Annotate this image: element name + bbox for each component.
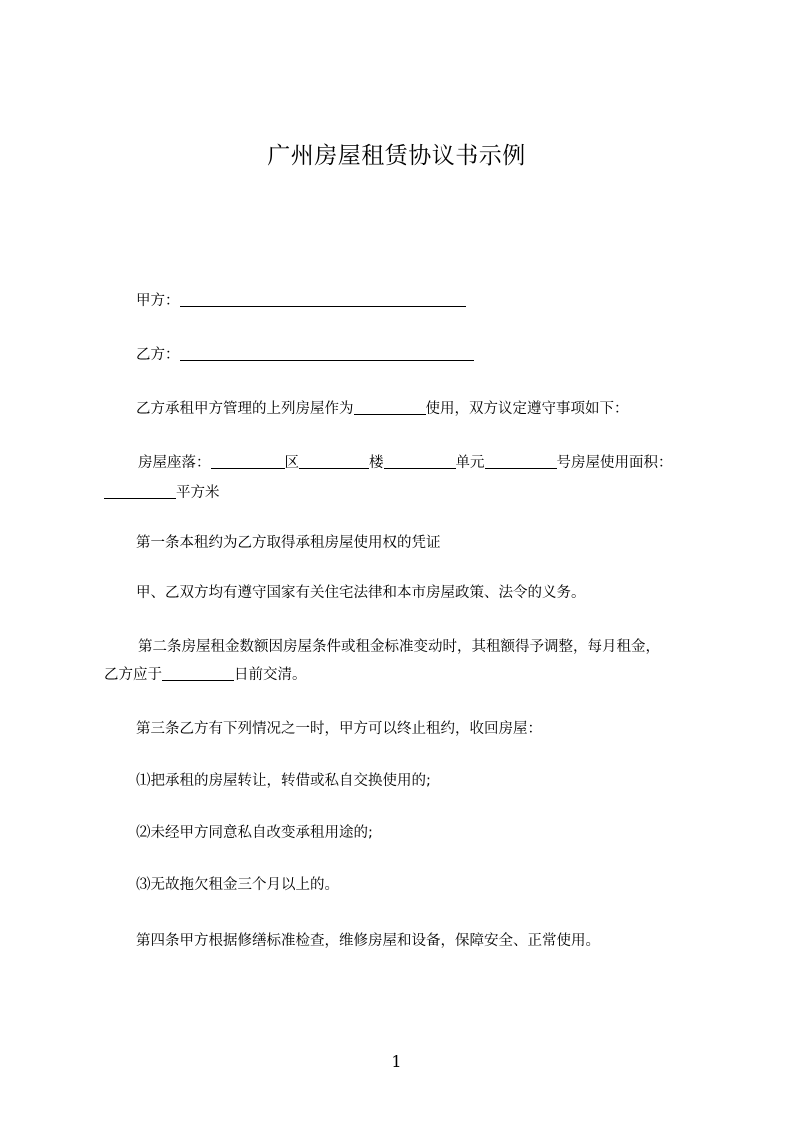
party-a-label: 甲方：	[136, 293, 180, 309]
number-blank	[485, 453, 557, 469]
location-line-2	[104, 478, 704, 508]
party-b-label: 乙方：	[136, 347, 180, 363]
article-1: 第一条本租约为乙方取得承租房屋使用权的凭证	[136, 535, 441, 551]
article-2-line-1: 第二条房屋租金数额因房屋条件或租金标准变动时，其租额得予调整，每月租金，	[138, 639, 660, 655]
party-a-line	[104, 286, 736, 316]
location-label: 房屋座落：	[138, 455, 211, 471]
article-3: 第三条乙方有下列情况之一时，甲方可以终止租约，收回房屋：	[136, 721, 542, 737]
location-district: 区	[284, 455, 299, 471]
district-blank	[211, 453, 285, 469]
party-a-blank	[180, 291, 466, 307]
article-4: 第四条甲方根据修缮标准检查，维修房屋和设备，保障安全、正常使用。	[136, 933, 600, 949]
party-b-blank	[180, 345, 474, 361]
article-2-before: 乙方应于	[104, 667, 162, 683]
list-item: ⑵未经甲方同意私自改变承租用途的;	[136, 825, 373, 841]
rent-day-blank	[162, 665, 234, 681]
location-unit-sqm: 平方米	[176, 485, 220, 501]
article-1-obligations: 甲、乙双方均有遵守国家有关住宅法律和本市房屋政策、法令的义务。	[136, 585, 586, 601]
intro-before: 乙方承租甲方管理的上列房屋作为	[136, 401, 354, 417]
unit-blank	[384, 453, 456, 469]
location-area-label: 号房屋使用面积：	[556, 455, 673, 471]
intro-line	[104, 394, 736, 424]
area-blank	[104, 483, 176, 499]
intro-after: 使用，双方议定遵守事项如下：	[425, 401, 629, 417]
list-item: ⑴把承租的房屋转让，转借或私自交换使用的;	[136, 773, 431, 789]
building-blank	[299, 453, 369, 469]
article-2-after: 日前交清。	[234, 667, 307, 683]
document-title: 广州房屋租赁协议书示例	[267, 143, 526, 169]
location-unit: 单元	[455, 455, 485, 471]
location-line-1	[104, 448, 738, 478]
list-item: ⑶无故拖欠租金三个月以上的。	[136, 877, 339, 893]
page-number: 1	[391, 1052, 402, 1071]
location-building: 楼	[369, 455, 384, 471]
article-2-line-2	[104, 660, 704, 690]
party-b-line	[104, 340, 736, 370]
usage-blank	[354, 399, 426, 415]
